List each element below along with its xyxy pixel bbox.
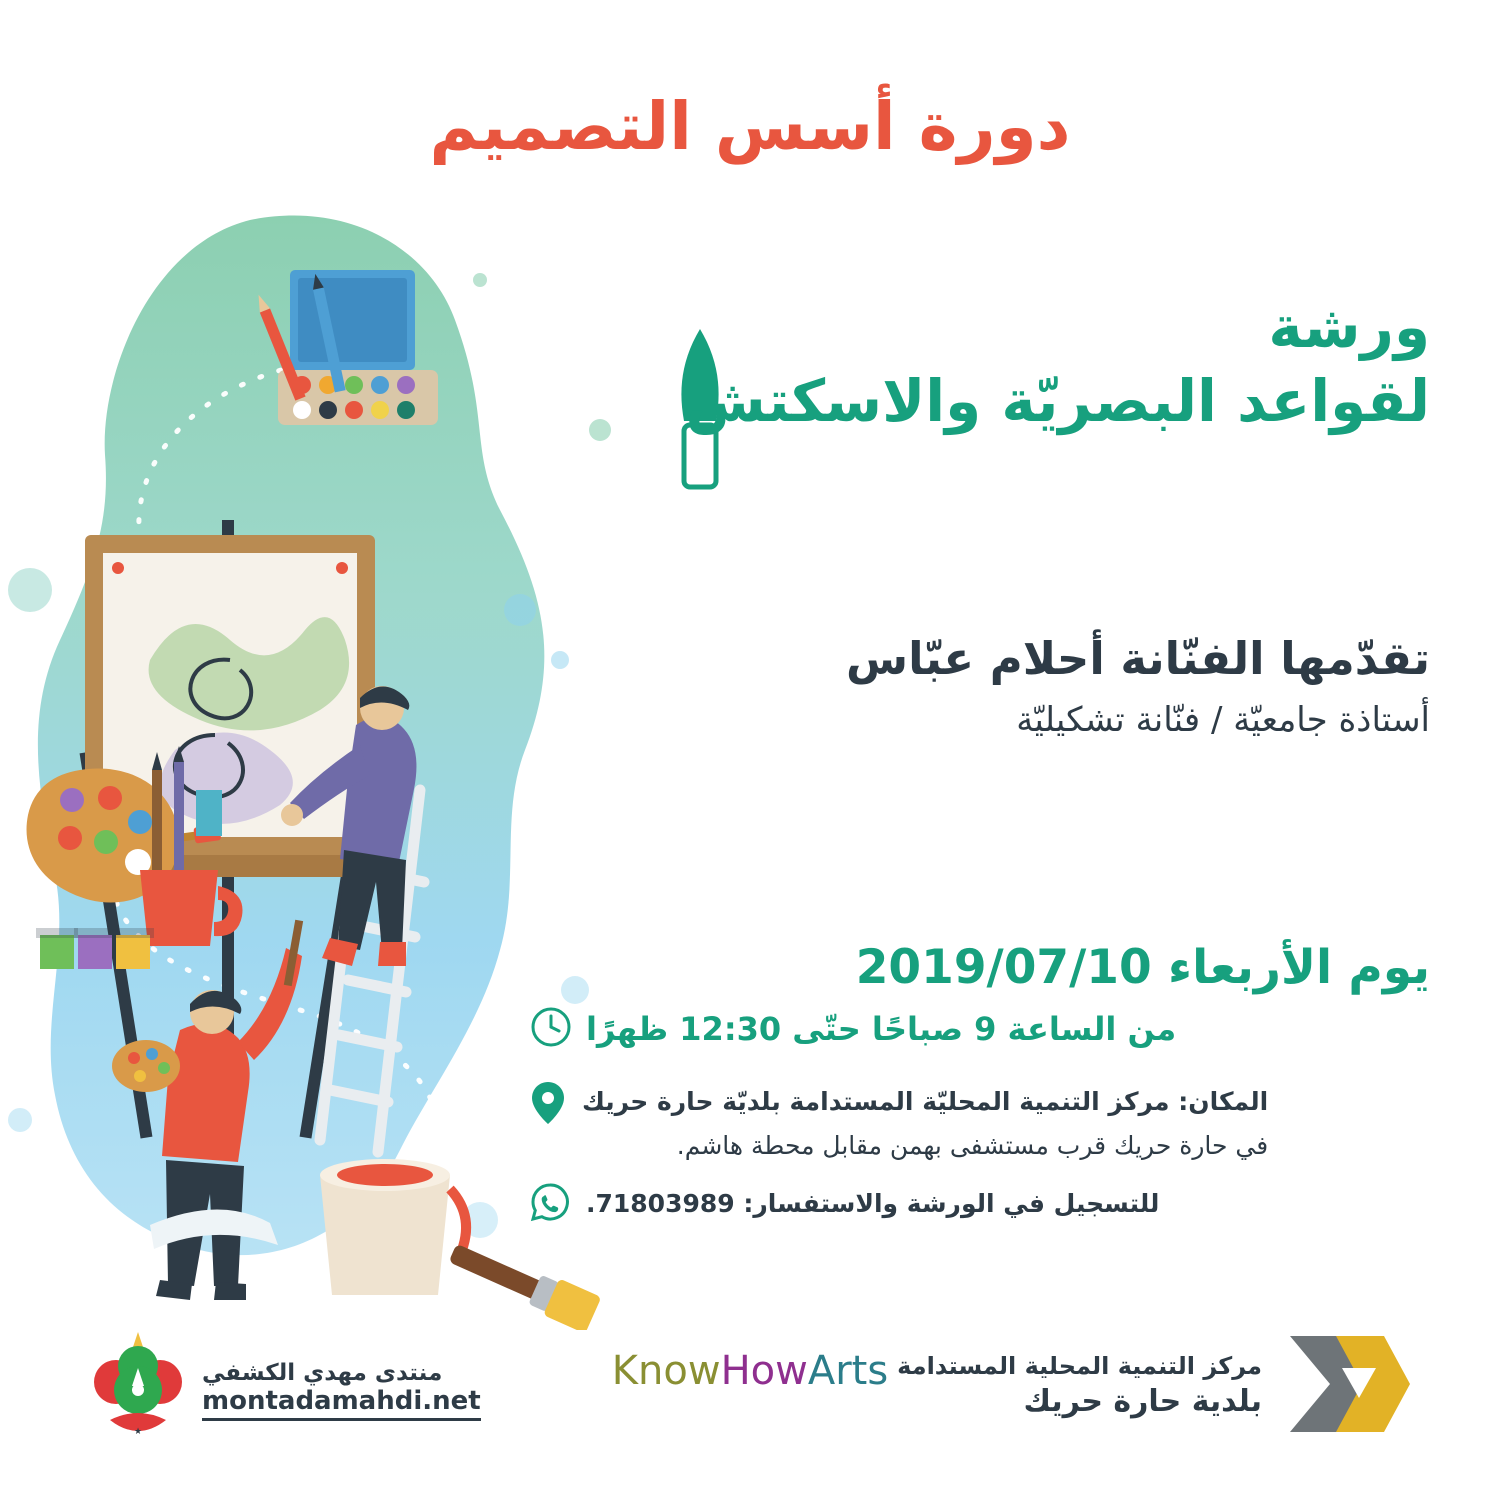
knowhowarts-part3: Arts xyxy=(807,1348,889,1394)
knowhowarts-part2: How xyxy=(720,1348,808,1394)
schedule-block xyxy=(530,940,1430,1052)
location-text xyxy=(582,1080,1268,1168)
footer-logos xyxy=(0,1320,1500,1460)
location-pin-icon xyxy=(530,1080,566,1130)
page-title: دورة أسس التصميم xyxy=(429,88,1071,165)
svg-text:★: ★ xyxy=(133,1427,143,1437)
event-time-row xyxy=(530,1006,1430,1052)
presenter-block xyxy=(610,630,1430,746)
registration-text: للتسجيل في الورشة والاستفسار: 71803989. xyxy=(586,1188,1160,1218)
details-block xyxy=(530,1080,1430,1240)
workshop-line-1: ورشة xyxy=(1268,293,1430,361)
event-date: يوم الأربعاء 2019/07/10 xyxy=(855,940,1430,995)
municipality-logo-line2: بلدية حارة حريك xyxy=(1023,1384,1262,1420)
workshop-headline xyxy=(640,290,1430,438)
presenter-name: تقدّمها الفنّانة أحلام عبّاس xyxy=(845,632,1430,685)
event-time: من الساعة 9 صباحًا حتّى 12:30 ظهرًا xyxy=(586,1010,1177,1049)
presenter-role: أستاذة جامعيّة / فنّانة تشكيليّة xyxy=(1016,699,1430,740)
workshop-line-2: لقواعد البصريّة والاسكتش xyxy=(685,367,1430,436)
knowhowarts-part1: Know xyxy=(611,1348,721,1394)
montadamahdi-line1: منتدى مهدي الكشفي xyxy=(202,1359,443,1386)
scout-emblem-icon xyxy=(90,1328,186,1452)
registration-row xyxy=(530,1182,1430,1226)
municipality-logo-line1: مركز التنمية المحلية المستدامة xyxy=(897,1351,1262,1380)
location-label: المكان: مركز التنمية المحليّة المستدامة بلديّة حارة حريك xyxy=(582,1087,1269,1116)
whatsapp-icon[interactable] xyxy=(530,1182,570,1226)
location-detail: في حارة حريك قرب مستشفى بهمن مقابل محطة هاشم. xyxy=(676,1130,1269,1160)
montadamahdi-logo xyxy=(90,1328,481,1452)
clock-icon xyxy=(530,1006,572,1052)
montadamahdi-line2: montadamahdi.net xyxy=(202,1386,481,1421)
location-row xyxy=(530,1080,1430,1168)
